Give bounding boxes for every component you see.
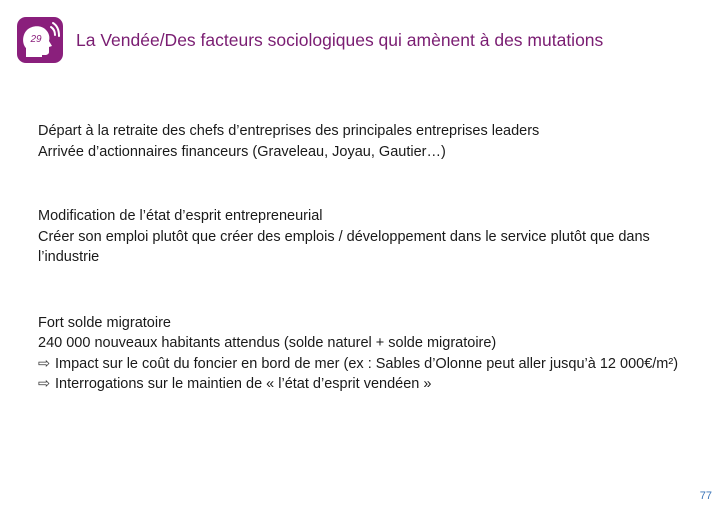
section-heading: Modification de l’état d’esprit entrepreneurial (38, 208, 323, 224)
section-retirement (38, 121, 703, 162)
bullet-text: Impact sur le coût du foncier en bord de mer (ex : Sables d’Olonne peut aller jusqu’à 12 000€/m²) (55, 355, 679, 372)
bullet-item (38, 374, 703, 395)
hollow-arrow-icon: ⇨ (38, 376, 51, 392)
bullet-item (38, 354, 703, 375)
slide-content (38, 121, 703, 395)
hollow-arrow-icon: ⇨ (38, 355, 51, 372)
section-heading: Départ à la retraite des chefs d’entreprises des principales entreprises leaders (38, 123, 540, 139)
logo-number: 29 (30, 34, 42, 45)
section-entrepreneurial-spirit (38, 206, 703, 268)
head-signal-icon (17, 17, 63, 63)
page-number: 77 (699, 490, 712, 502)
section-line: Arrivée d’actionnaires financeurs (Graveleau, Joyau, Gautier…) (38, 143, 446, 160)
bullet-text: Interrogations sur le maintien de « l’état d’esprit vendéen » (55, 376, 432, 392)
logo (17, 17, 63, 63)
section-line: Créer son emploi plutôt que créer des emplois / développement dans le service plutôt que dans l’industrie (38, 228, 650, 265)
section-migration (38, 313, 703, 395)
section-heading: Fort solde migratoire (38, 314, 171, 331)
section-line: 240 000 nouveaux habitants attendus (solde naturel + solde migratoire) (38, 335, 497, 351)
page-title: La Vendée/Des facteurs sociologiques qui amènent à des mutations (76, 30, 604, 50)
